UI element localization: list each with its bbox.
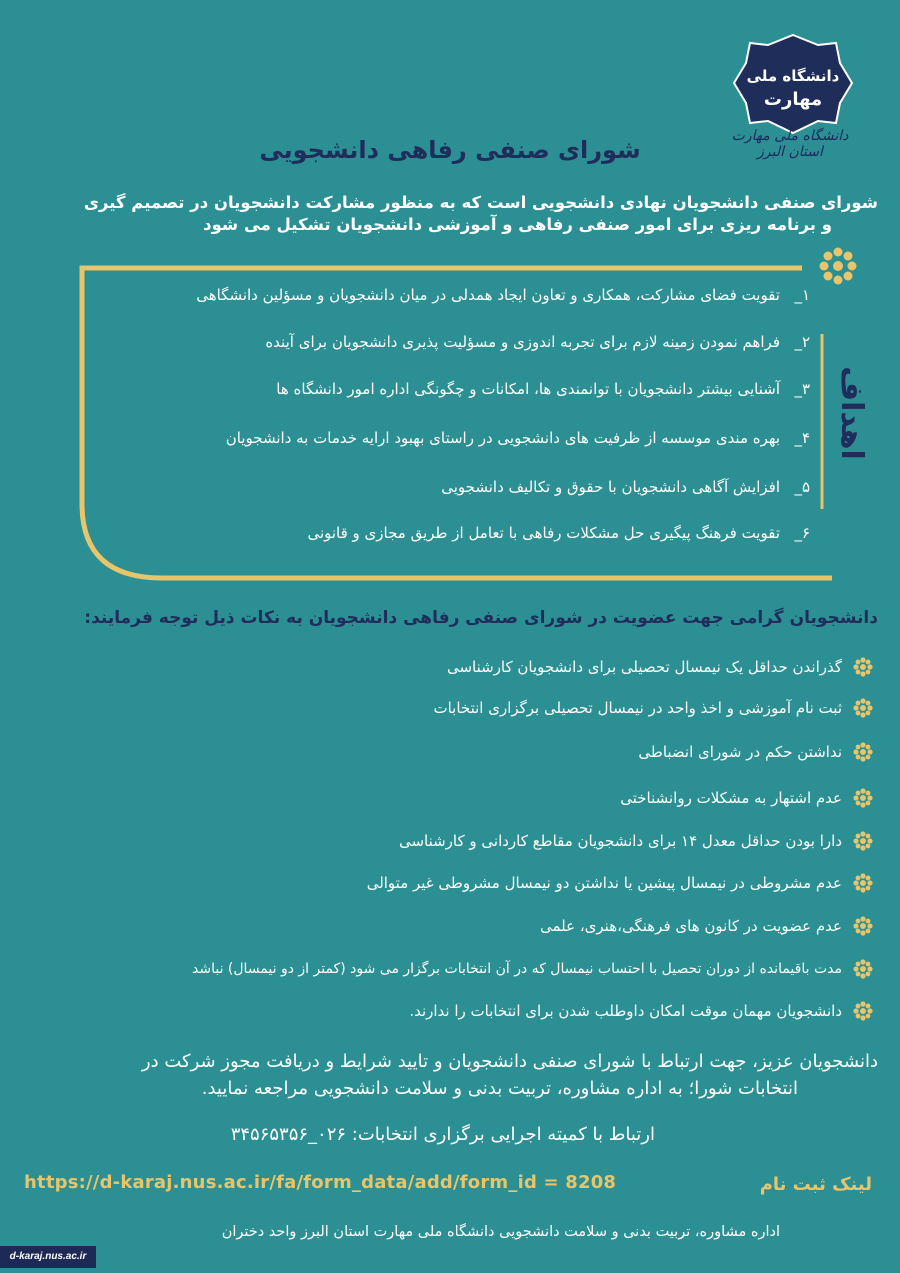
requirement-text: دارا بودن حداقل معدل ۱۴ برای دانشجویان مقاطع کاردانی و کارشناسی <box>398 832 842 850</box>
goal-number: ۳_ <box>794 380 810 398</box>
page-title: شورای صنفی رفاهی دانشجویی <box>259 136 641 164</box>
goal-item <box>265 333 810 351</box>
requirement-text: مدت باقیمانده از دوران تحصیل با احتساب نیمسال که در آن انتخابات برگزار می شود (کمتر از دو نیمسال) نباشد <box>192 961 842 977</box>
site-watermark: d-karaj.nus.ac.ir <box>0 1246 96 1268</box>
logo-subtext: دانشگاه ملی مهارت استان البرز <box>731 128 849 160</box>
intro-paragraph <box>18 192 878 236</box>
goals-label-text: اهداف <box>834 366 869 460</box>
membership-title: دانشجویان گرامی جهت عضویت در شورای صنفی رفاهی دانشجویان به نکات ذیل توجه فرمایند: <box>84 608 878 628</box>
goal-item <box>441 478 810 496</box>
requirement-item <box>447 656 874 678</box>
requirement-item <box>399 830 874 852</box>
closing-paragraph <box>18 1048 878 1102</box>
intro-line-2: و برنامه ریزی برای امور صنفی رفاهی و آموزشی دانشجویان تشکیل می شود <box>203 215 832 234</box>
goal-number: ۴_ <box>794 429 810 447</box>
flower-bullet-icon <box>852 830 874 852</box>
goal-text: فراهم نمودن زمینه لازم برای تجربه اندوزی و مسؤلیت پذیری دانشجویان برای آینده <box>265 333 780 351</box>
requirement-item <box>620 787 874 809</box>
goal-number: ۵_ <box>794 478 810 496</box>
requirement-text: عدم عضویت در کانون های فرهنگی،هنری، علمی <box>539 917 842 935</box>
goal-number: ۱_ <box>794 286 810 304</box>
footer-text: اداره مشاوره، تربیت بدنی و سلامت دانشجویی دانشگاه ملی مهارت استان البرز واحد دختران <box>221 1224 780 1240</box>
intro-line-1: شورای صنفی دانشجویان نهادی دانشجویی است که به منظور مشارکت دانشجویان در تصمیم گیری <box>83 193 878 212</box>
requirement-text: دانشجویان مهمان موقت امکان داوطلب شدن برای انتخابات را ندارند. <box>409 1002 842 1020</box>
flower-bullet-icon <box>852 741 874 763</box>
requirement-text: عدم مشروطی در نیمسال پیشین یا نداشتن دو نیمسال مشروطی غیر متوالی <box>366 874 842 892</box>
flower-bullet-icon <box>852 915 874 937</box>
requirement-item <box>540 915 874 937</box>
flower-bullet-icon <box>852 872 874 894</box>
svg-text:دانشگاه ملی: دانشگاه ملی <box>746 67 840 85</box>
flower-bullet-icon <box>852 697 874 719</box>
goal-text: آشنایی بیشتر دانشجویان با توانمندی ها، امکانات و چگونگی اداره امور دانشگاه ها <box>276 380 780 398</box>
requirement-text: نداشتن حکم در شورای انضباطی <box>638 743 842 761</box>
goal-text: تقویت فضای مشارکت، همکاری و تعاون ایجاد همدلی در میان دانشجویان و مسؤلین دانشگاهی <box>196 286 780 304</box>
contact-info: ارتباط با کمیته اجرایی برگزاری انتخابات: ۰۲۶_۳۴۵۶۵۳۵۶ <box>230 1124 655 1145</box>
closing-line-1: دانشجویان عزیز، جهت ارتباط با شورای صنفی دانشجویان و تایید شرایط و دریافت مجوز شرکت در <box>141 1051 878 1072</box>
flower-bullet-icon <box>852 958 874 980</box>
goal-number: ۲_ <box>794 333 810 351</box>
closing-line-2: انتخابات شورا؛ به اداره مشاوره، تربیت بدنی و سلامت دانشجویی مراجعه نمایید. <box>201 1078 798 1099</box>
goal-item <box>226 429 810 447</box>
flower-bullet-icon <box>852 656 874 678</box>
goals-label <box>824 308 869 518</box>
requirement-text: ثبت نام آموزشی و اخذ واحد در نیمسال تحصیلی برگزاری انتخابات <box>433 699 842 717</box>
goal-item <box>196 286 810 304</box>
flower-bullet-icon <box>852 1000 874 1022</box>
requirement-item <box>192 958 874 980</box>
registration-link[interactable]: https://d-karaj.nus.ac.ir/fa/form_data/add/form_id = 8208 <box>24 1172 617 1193</box>
requirement-item <box>367 872 874 894</box>
goal-item <box>276 380 810 398</box>
goal-number: ۶_ <box>794 524 810 542</box>
requirement-text: عدم اشتهار به مشکلات روانشناختی <box>620 789 842 807</box>
goal-text: بهره مندی موسسه از ظرفیت های دانشجویی در راستای بهبود ارایه خدمات به دانشجویان <box>225 429 780 447</box>
goal-item <box>307 524 810 542</box>
requirement-item <box>638 741 874 763</box>
registration-label: لینک ثبت نام <box>759 1174 872 1195</box>
requirement-text: گذراندن حداقل یک نیمسال تحصیلی برای دانشجویان کارشناسی <box>446 658 842 676</box>
goal-text: تقویت فرهنگ پیگیری حل مشکلات رفاهی با تعامل از طریق مجازی و قانونی <box>307 524 780 542</box>
requirement-item <box>409 1000 874 1022</box>
flower-bullet-icon <box>852 787 874 809</box>
requirement-item <box>433 697 874 719</box>
svg-text:مهارت: مهارت <box>763 89 823 110</box>
goal-text: افزایش آگاهی دانشجویان با حقوق و تکالیف دانشجویی <box>441 478 780 496</box>
